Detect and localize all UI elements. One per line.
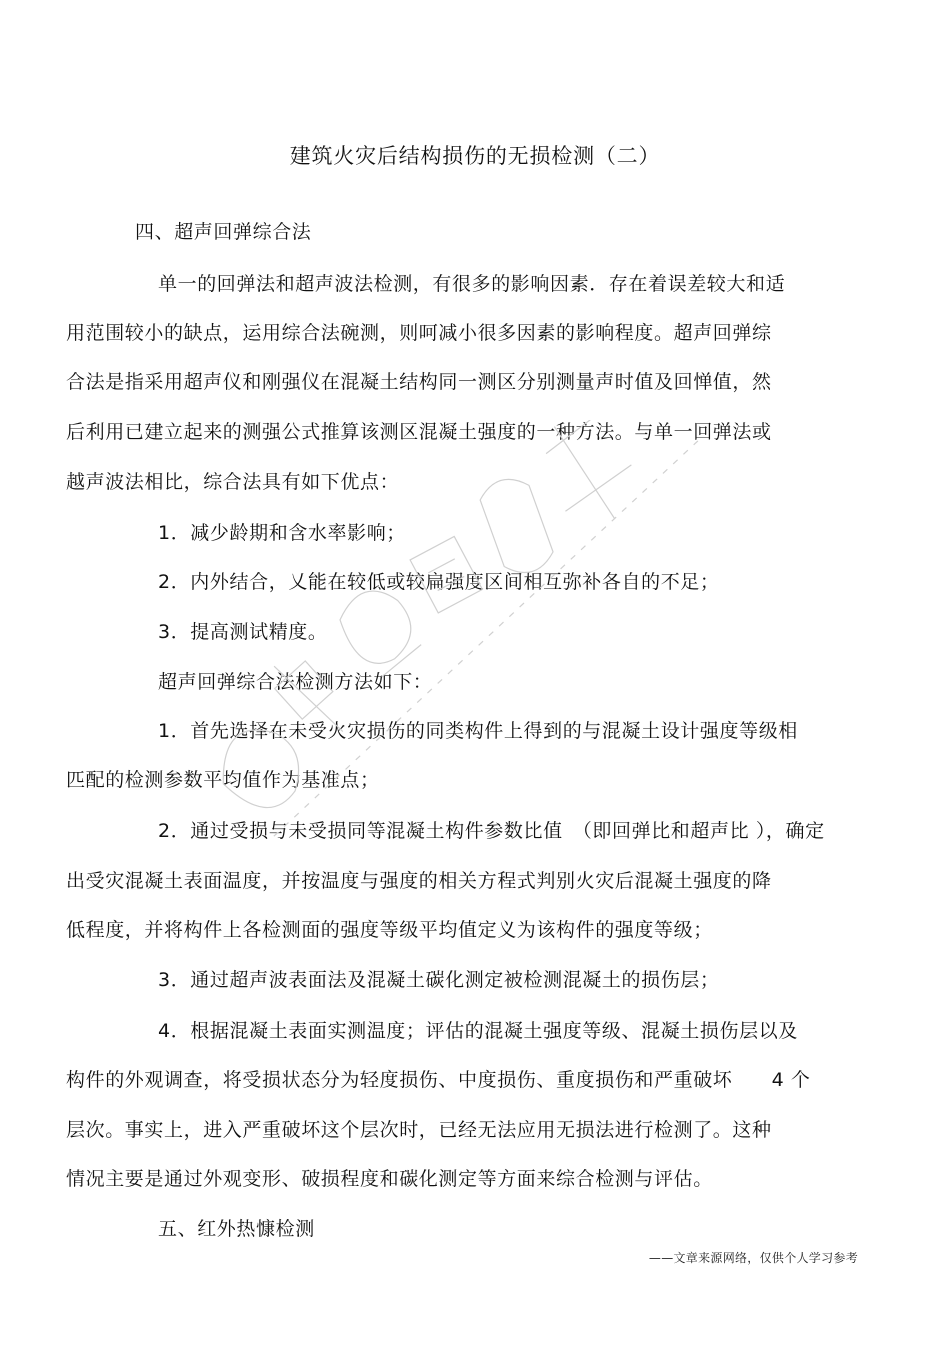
paragraph-line: 后利用已建立起来的测强公式推算该测区混凝土强度的一种方法。与单一回弹法或 [66,421,772,443]
page-title: 建筑火灾后结构损伤的无损检测（二） [289,144,661,168]
list-item: 4．根据混凝土表面实测温度；评估的混凝土强度等级、混凝土损伤层以及 [158,1020,798,1042]
paragraph-line: 层次。事实上，进入严重破坏这个层次时，已经无法应用无损法进行检测了。这种 [66,1119,772,1141]
paragraph-line: 匹配的检测参数平均值作为基准点； [66,769,380,791]
paragraph-line: 越声波法相比，综合法具有如下优点： [66,471,400,493]
list-item: 1．减少龄期和含水率影响； [158,522,406,544]
paragraph-line: 情况主要是通过外观变形、破损程度和碳化测定等方面来综合检测与评估。 [66,1168,713,1190]
footer-note: ——文章来源网络，仅供个人学习参考 [648,1251,858,1265]
paragraph-line: 低程度，并将构件上各检测面的强度等级平均值定义为该构件的强度等级； [66,919,713,941]
list-item: 3．通过超声波表面法及混凝土碳化测定被检测混凝土的损伤层； [158,969,720,991]
paragraph-line: 合法是指采用超声仪和刚强仪在混凝土结构同一测区分别测量声时值及回惮值，然 [66,371,772,393]
section-heading-5: 五、红外热慷检测 [158,1218,315,1240]
paragraph-line: 用范围较小的缺点，运用综合法碗测，则呵减小很多因素的影响程度。超声回弹综 [66,322,772,344]
list-item: 1．首先选择在未受火灾损伤的同类构件上得到的与混凝土设计强度等级相 [158,720,798,742]
paragraph-line: 单一的回弹法和超声波法检测，有很多的影响因素．存在着误差较大和适 [158,273,786,295]
list-item: 2．通过受损与未受损同等混凝土构件参数比值 （即回弹比和超声比 ），确定 [158,820,825,842]
list-item: 3．提高测试精度。 [158,621,328,643]
section-heading-4: 四、超声回弹综合法 [135,221,312,243]
list-item: 2．内外结合，乂能在较低或较扁强度区间相互弥补各自的不足； [158,571,720,593]
paragraph-line: 出受灾混凝土表面温度，并按温度与强度的相关方程式判别火灾后混凝土强度的降 [66,870,772,892]
paragraph-line: 构件的外观调查，将受损状态分为轻度损伤、中度损伤、重度损伤和严重破坏 4 个 [66,1069,811,1091]
paragraph-line: 超声回弹综合法检测方法如下： [158,671,433,693]
